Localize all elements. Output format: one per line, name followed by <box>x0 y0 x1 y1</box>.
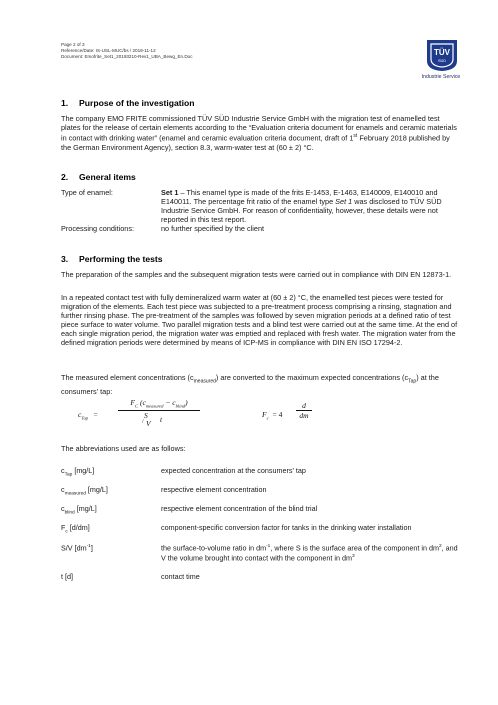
purpose-superscript: st <box>353 133 358 140</box>
formula-sub-blind: blind <box>175 403 186 409</box>
abbr-description: contact time <box>161 572 200 581</box>
formula-den-t: t <box>160 414 163 424</box>
section-heading <box>61 98 459 108</box>
abbr-description: respective element concentration of the blind trial <box>161 504 318 513</box>
abbr-sym-sub: c <box>65 529 68 535</box>
section-purpose-body <box>61 114 459 152</box>
sv-desc-sup-2: 2 <box>438 544 442 549</box>
section-performing-tests <box>61 254 459 264</box>
abbr-description: component-specific conversion factor for tanks in the drinking water installation <box>161 523 412 532</box>
enamel-set-italic: Set 1 <box>335 197 353 207</box>
processing-label: Processing conditions: <box>61 224 135 234</box>
abbreviations-intro-text: The abbreviations used are as follows: <box>61 444 186 453</box>
abbr-description <box>161 542 459 563</box>
purpose-text-2: February 2018 published by the German Environment Agency), section 8.3, warm-water test at (60 ± 2) °C. <box>61 133 450 152</box>
section-title: Performing the tests <box>79 254 163 264</box>
formula-fc: F <box>130 398 135 407</box>
formula-fc-sub: C <box>135 403 139 409</box>
logo-text-top: TÜV <box>434 48 450 57</box>
sv-desc-sup-1: -1 <box>266 544 271 549</box>
abbr-symbol <box>61 542 161 563</box>
formula-equals: = <box>92 410 99 419</box>
formula-minus: − c <box>163 398 176 407</box>
tests-paragraph-2 <box>61 293 459 348</box>
abbr-sym-unit: [d/dm] <box>67 523 90 532</box>
formula-sub-measured: measured <box>145 403 164 409</box>
formula-fc-lhs <box>262 410 282 421</box>
section-number: 1. <box>61 98 69 108</box>
formula-fc-fraction <box>296 401 312 420</box>
processing-row <box>61 224 459 233</box>
section-general-items <box>61 172 459 182</box>
abbr-symbol <box>61 523 161 536</box>
tests-paragraph-1 <box>61 270 459 279</box>
abbr-sym-sub: measured <box>64 491 86 497</box>
sv-desc-2: , where S is the surface area of the component in dm <box>270 543 439 553</box>
purpose-paragraph <box>61 114 459 152</box>
tests-text-3 <box>61 373 459 396</box>
enamel-type-text-1: – This enamel type is made of the frits E-1453, E-1463, E140009, E140010 and E140011. The percentage frit ratio of the enamel type <box>161 188 438 207</box>
formula-den-slash: / <box>142 418 144 425</box>
formula-denominator <box>118 411 200 427</box>
abbr-sym-main: c <box>61 504 65 513</box>
formula-f2-sub: c <box>266 415 269 421</box>
sv-desc-3: , and V the volume brought into contact with the component in dm <box>161 543 458 563</box>
document-meta <box>61 42 193 61</box>
abbr-sym-sub: Tap <box>64 472 73 478</box>
formula-lhs: c <box>78 410 82 419</box>
formula-den-s: S <box>144 410 148 420</box>
abbr-row-sv <box>61 542 459 563</box>
formula-numerator <box>118 398 200 409</box>
document-name: Document: Emofrite_Set1_20193210-Rev1_UBA_Bewg_En.Doc <box>61 54 193 60</box>
abbr-sym-unit: [mg/L] <box>72 466 95 475</box>
section-purpose <box>61 98 459 108</box>
enamel-set-bold: Set 1 <box>161 188 179 197</box>
abbr-symbol: t [d] <box>61 572 73 581</box>
abbr-sym-main: F <box>61 523 66 532</box>
formula-num-close: ) <box>185 398 188 407</box>
enamel-type-value <box>161 188 459 224</box>
abbr-sym-unit: ] <box>90 543 93 553</box>
formula-ctap-lhs <box>78 410 98 421</box>
p3-text-3: ) at the consumers' tap: <box>61 373 439 396</box>
tests-text-2: In a repeated contact test with fully demineralized warm water at (60 ± 2) °C, the enamelled test pieces were tested for migration of the elements. Each test piece was subjected to a pre-treatment process comprising a rinsing, stagnation and further rinsing phase. The pre-treatment of the samples was followed by seven migration periods at a defined ratio of test piece surface to water volume. Two parallel migration tests and a blind test were carried out at the same time. At the end of each single migration period, the migration water was emptied and replaced with fresh water. The migration water from the defined migration periods were determined by means of ICP-MS in compliance with DIN EN ISO 17294-2. <box>61 293 458 348</box>
abbr-row-fc <box>61 523 459 536</box>
p3-sub-tap: Tap <box>408 378 417 385</box>
enamel-type-row <box>61 188 459 224</box>
abbr-sym-unit: [mg/L] <box>74 504 97 513</box>
p3-sub-measured: measured <box>193 378 216 385</box>
sv-desc-1: the surface-to-volume ratio in dm <box>161 543 267 553</box>
formula-den-v: V <box>146 418 151 428</box>
abbr-description: expected concentration at the consumers' tap <box>161 466 306 475</box>
abbr-symbol <box>61 504 161 517</box>
abbr-symbol <box>61 466 161 479</box>
section-heading <box>61 172 459 182</box>
enamel-type-label: Type of enamel: <box>61 188 113 197</box>
abbreviations-intro <box>61 444 459 453</box>
abbr-symbol <box>61 485 161 498</box>
abbr-sym-main: c <box>61 485 65 494</box>
abbr-row-cblind <box>61 504 459 517</box>
abbr-sym-sub: blind <box>64 510 75 516</box>
abbr-description: respective element concentration <box>161 485 267 494</box>
sv-desc-sup-3: 3 <box>351 554 355 560</box>
formula-f2-eq: = 4 <box>272 410 283 419</box>
section-number: 3. <box>61 254 69 264</box>
logo-caption: Industrie Service <box>421 74 461 80</box>
tuv-sud-logo <box>424 37 460 73</box>
page-number: Page 2 of 3 <box>61 42 85 47</box>
abbr-sym-sup: -1 <box>86 544 91 549</box>
purpose-text-1: The company EMO FRITE commissioned TÜV SÜD Industrie Service GmbH with the migration test of enamelled test plates for the release of certain elements according to the “Evaluation criteria document for enamels and ceramic materials in contact with drinking water” (enamel and ceramic evaluation criteria document, draft of 1 <box>61 114 457 143</box>
formula-ctap-fraction <box>118 398 200 427</box>
formula-f2-den: dm <box>299 411 309 420</box>
p3-text-2: ) are converted to the maximum expected concentrations (c <box>215 373 409 382</box>
processing-value: no further specified by the client <box>161 224 265 234</box>
formula-num-open: (c <box>139 398 146 407</box>
enamel-type-text-2: was disclosed to TÜV SÜD Industrie Service GmbH. For reason of confidentiality, however, these details were not reported in this test report. <box>161 197 442 225</box>
p3-text-1: The measured element concentrations (c <box>61 373 194 382</box>
formula-f2-num: d <box>302 401 306 410</box>
abbr-row-t <box>61 572 459 581</box>
section-title: General items <box>79 172 136 182</box>
section-heading <box>61 254 459 264</box>
general-items-table <box>61 188 459 233</box>
abbr-row-ctap <box>61 466 459 479</box>
formula-f2-lhs: F <box>262 410 267 419</box>
section-title: Purpose of the investigation <box>79 98 195 108</box>
tests-paragraph-3 <box>61 373 459 396</box>
logo-text-bottom: SÜD <box>437 59 447 63</box>
abbr-row-cmeasured <box>61 485 459 498</box>
abbr-sym-main: S/V [dm <box>61 543 87 553</box>
tests-text-1: The preparation of the samples and the subsequent migration tests were carried out in compliance with DIN EN 12873-1. <box>61 270 452 279</box>
section-number: 2. <box>61 172 69 182</box>
reference-date: Reference/Date: IS-USL-MUC/bs / 2019-11-12 <box>61 48 156 54</box>
formula-lhs-sub: Tap <box>81 415 89 421</box>
abbr-sym-main: c <box>61 466 65 475</box>
abbr-sym-unit: [mg/L] <box>85 485 108 494</box>
